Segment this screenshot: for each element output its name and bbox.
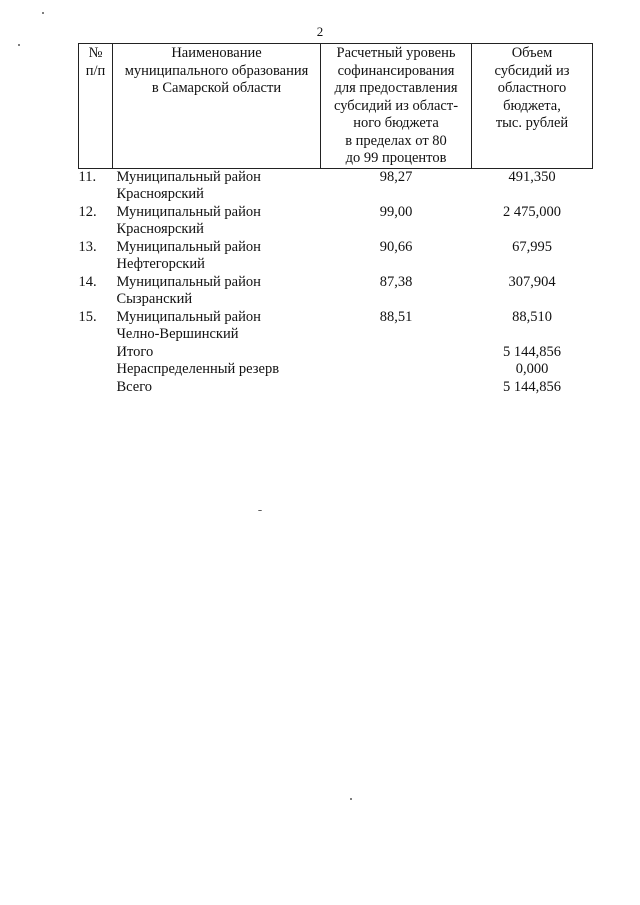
reserve-amount: 0,000 (515, 361, 549, 377)
scan-speck (350, 798, 352, 800)
row-municipality: Муниципальный район Красноярский (116, 203, 261, 237)
row-subsidy-amount: 67,995 (512, 238, 552, 255)
reserve-label: Нераспределенный резерв (116, 361, 280, 377)
row-number: 15. (78, 308, 97, 325)
row-number: 11. (78, 168, 97, 185)
header-cofinancing-level: Расчетный уровень софинансирования для предоставления субсидий из област- ного бюджета в пределах от 80 до 99 процентов (321, 44, 472, 169)
reserve-row (79, 361, 593, 379)
total-amount: 5 144,856 (503, 343, 561, 360)
table-row (79, 168, 593, 204)
scan-speck (42, 12, 44, 14)
scan-speck (18, 44, 20, 46)
header-municipality: Наименование муниципального образования в Самарской области (113, 44, 321, 169)
table-row (79, 309, 593, 344)
row-cofinancing-level: 87,38 (379, 273, 413, 290)
row-cofinancing-level: 98,27 (379, 168, 413, 185)
row-cofinancing-level: 99,00 (379, 203, 413, 220)
table-header-row (79, 44, 593, 169)
row-subsidy-amount: 307,904 (508, 273, 556, 290)
table-row (79, 204, 593, 239)
row-subsidy-amount: 491,350 (508, 168, 556, 185)
row-municipality: Муниципальный район Красноярский (116, 168, 261, 202)
header-number: № п/п (79, 44, 113, 169)
row-cofinancing-level: 90,66 (379, 238, 413, 255)
total-label: Итого (116, 343, 154, 360)
row-municipality: Муниципальный район Челно-Вершинский (116, 308, 261, 342)
row-cofinancing-level: 88,51 (379, 308, 413, 325)
row-subsidy-amount: 2 475,000 (503, 203, 561, 220)
table-row (79, 239, 593, 274)
grand-total-label: Всего (116, 378, 153, 395)
header-subsidy-amount: Объем субсидий из областного бюджета, тыс. рублей (472, 44, 593, 169)
row-municipality: Муниципальный район Нефтегорский (116, 238, 261, 272)
row-number: 13. (78, 238, 97, 255)
scan-speck (258, 510, 262, 511)
grand-total-row (79, 379, 593, 397)
grand-total-amount: 5 144,856 (503, 378, 561, 395)
total-row (79, 344, 593, 362)
row-subsidy-amount: 88,510 (512, 308, 552, 325)
row-number: 12. (78, 203, 97, 220)
row-number: 14. (78, 273, 97, 290)
row-municipality: Муниципальный район Сызранский (116, 273, 261, 307)
page-number: 2 (316, 24, 324, 39)
table-row (79, 274, 593, 309)
subsidy-table (78, 43, 593, 396)
